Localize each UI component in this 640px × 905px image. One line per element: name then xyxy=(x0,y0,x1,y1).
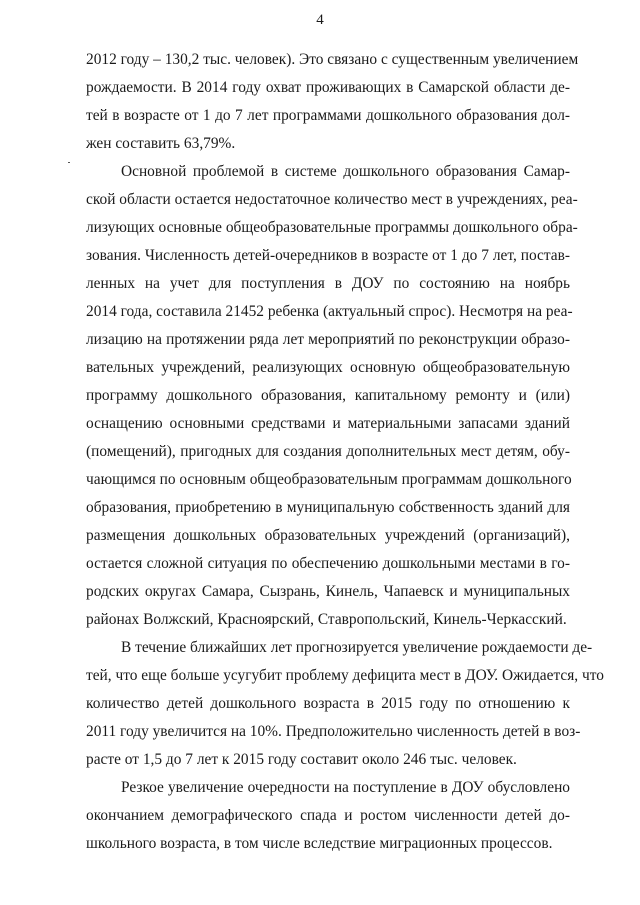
paragraph-line: остается сложной ситуация по обеспечению дошкольными местами в го- xyxy=(86,555,570,572)
paragraph-line: районах Волжский, Красноярский, Ставропольский, Кинель-Черкасский. xyxy=(86,611,567,628)
paragraph-line: Резкое увеличение очередности на поступление в ДОУ обусловлено xyxy=(121,779,570,796)
scan-speck xyxy=(68,162,70,163)
paragraph-line: вательных учреждений, реализующих основную общеобразовательную xyxy=(86,359,570,376)
paragraph-line: размещения дошкольных образовательных учреждений (организаций), xyxy=(86,527,570,544)
page-number: 4 xyxy=(316,12,324,28)
paragraph-line: 2014 года, составила 21452 ребенка (актуальный спрос). Несмотря на реа- xyxy=(86,303,573,320)
paragraph-line: программу дошкольного образования, капитальному ремонту и (или) xyxy=(86,387,570,404)
paragraph-line: жен составить 63,79%. xyxy=(86,135,236,152)
paragraph-line: оснащению основными средствами и материальными запасами зданий xyxy=(86,415,570,432)
paragraph-line: тей, что еще больше усугубит проблему дефицита мест в ДОУ. Ожидается, что xyxy=(86,667,604,684)
paragraph-line: лизующих основные общеобразовательные программы дошкольного обра- xyxy=(86,219,578,236)
paragraph-line: 2011 году увеличится на 10%. Предположительно численность детей в воз- xyxy=(86,723,581,740)
paragraph-line: лизацию на протяжении ряда лет мероприятий по реконструкции образо- xyxy=(86,331,570,348)
paragraph-line: 2012 году – 130,2 тыс. человек). Это связано с существенным увеличением xyxy=(86,51,579,68)
paragraph-line: окончанием демографического спада и ростом численности детей до- xyxy=(86,807,570,824)
paragraph-line: расте от 1,5 до 7 лет к 2015 году составит около 246 тыс. человек. xyxy=(86,751,517,768)
paragraph-line: чающимся по основным общеобразовательным программам дошкольного xyxy=(86,471,572,488)
paragraph-line: В течение ближайших лет прогнозируется увеличение рождаемости де- xyxy=(121,639,593,656)
paragraph-line: количество детей дошкольного возраста в 2015 году по отношению к xyxy=(86,695,570,712)
paragraph-line: ленных на учет для поступления в ДОУ по состоянию на ноябрь xyxy=(86,275,570,292)
paragraph-line: (помещений), пригодных для создания дополнительных мест детям, обу- xyxy=(86,443,570,460)
paragraph-line: тей в возрасте от 1 до 7 лет программами дошкольного образования дол- xyxy=(86,107,570,124)
paragraph-line: рождаемости. В 2014 году охват проживающих в Самарской области де- xyxy=(86,79,570,96)
paragraph-line: образования, приобретению в муниципальную собственность зданий для xyxy=(86,499,570,516)
paragraph-line: школьного возраста, в том числе вследствие миграционных процессов. xyxy=(86,835,553,852)
paragraph-line: зования. Численность детей-очередников в возрасте от 1 до 7 лет, постав- xyxy=(86,247,570,264)
paragraph-line: родских округах Самара, Сызрань, Кинель, Чапаевск и муниципальных xyxy=(86,583,570,600)
paragraph-line: Основной проблемой в системе дошкольного образования Самар- xyxy=(121,163,570,180)
paragraph-line: ской области остается недостаточное количество мест в учреждениях, реа- xyxy=(86,191,578,208)
